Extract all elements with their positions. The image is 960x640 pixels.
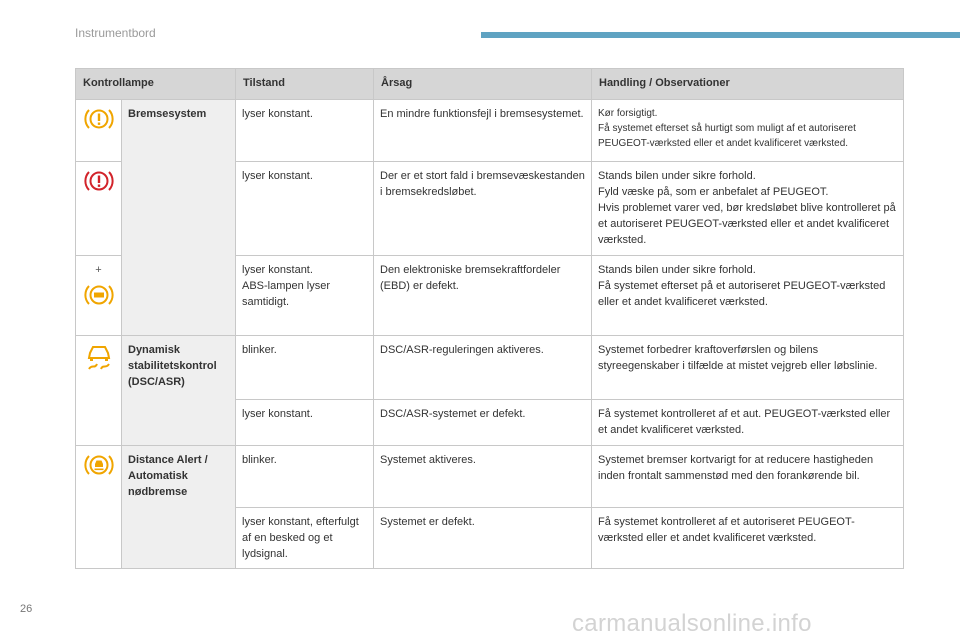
action-line: Få systemet kontrolleret af et aut. PEUGEOT-værksted eller et andet kvalificeret værksted. [598,408,891,436]
state-cell: blinker. [236,446,374,508]
table-row [76,446,904,508]
cause-cell: Systemet aktiveres. [374,446,592,508]
state-cell: lyser konstant. [236,100,374,162]
state-cell: lyser konstant. [236,400,374,446]
cause-cell: En mindre funktionsfejl i bremsesystemet. [374,100,592,162]
lamp-cell [76,446,122,569]
column-header-tilstand: Tilstand [236,69,374,100]
lamp-cell [76,336,122,446]
action-cell [592,100,904,162]
lamp-cell [76,162,122,256]
action-cell [592,162,904,256]
table-row [76,100,904,162]
distance-alert-icon [84,452,114,478]
cause-cell: Der er et stort fald i bremsevæskestanden i bremsekredsløbet. [374,162,592,256]
section-title: Instrumentbord [75,26,156,40]
table-header-row [76,69,904,100]
action-line: Systemet bremser kortvarigt for at reducere hastigheden inden frontalt sammenstød med den forankørende bil. [598,454,874,482]
lamp-cell [76,256,122,336]
action-line: Stands bilen under sikre forhold. [598,264,756,276]
lamp-cell [76,100,122,162]
action-line: Fyld væske på, som er anbefalet af PEUGEOT. [598,186,829,198]
warning-lamps-table [75,68,904,569]
state-cell: lyser konstant. ABS-lampen lyser samtidigt. [236,256,374,336]
action-line: Systemet forbedrer kraftoverførslen og bilens styreegenskaber i tilfælde at mistet vejgreb eller løbslinie. [598,344,878,372]
page-number: 26 [20,603,33,615]
column-header-aarsag: Årsag [374,69,592,100]
action-cell [592,508,904,569]
cause-cell: DSC/ASR-reguleringen aktiveres. [374,336,592,400]
column-header-handling: Handling / Observationer [592,69,904,100]
plus-sign: + [95,264,102,276]
table-row [76,336,904,400]
cause-cell: Systemet er defekt. [374,508,592,569]
action-cell [592,446,904,508]
lamp-name-distance-alert: Distance Alert / Automatisk nødbremse [122,446,236,569]
action-line: Stands bilen under sikre forhold. [598,170,756,182]
column-header-kontrollampe: Kontrollampe [76,69,236,100]
state-cell: blinker. [236,336,374,400]
action-line: Få systemet efterset så hurtigt som muligt af et autoriseret PEUGEOT-værksted eller et andet kvalificeret værksted. [598,123,856,149]
action-cell [592,336,904,400]
lamp-name-bremsesystem: Bremsesystem [122,100,236,336]
brake-warning-red-icon [84,168,114,194]
action-cell [592,400,904,446]
dsc-skid-car-icon [84,342,114,372]
action-cell [592,256,904,336]
action-line: Kør forsigtigt. [598,108,658,119]
lamp-name-dsc: Dynamisk stabilitetskontrol (DSC/ASR) [122,336,236,446]
brake-warning-amber-icon [84,106,114,132]
state-cell: lyser konstant, efterfulgt af en besked og et lydsignal. [236,508,374,569]
watermark: carmanualsonline.info [572,610,812,637]
section-accent-bar [481,32,960,38]
abs-warning-icon [84,282,114,308]
action-line: Få systemet kontrolleret af et autoriseret PEUGEOT-værksted eller et andet kvalificeret værksted. [598,516,855,544]
state-cell: lyser konstant. [236,162,374,256]
cause-cell: DSC/ASR-systemet er defekt. [374,400,592,446]
action-line: Få systemet efterset på et autoriseret PEUGEOT-værksted eller et andet kvalificeret værksted. [598,280,886,308]
cause-cell: Den elektroniske bremsekraftfordeler (EBD) er defekt. [374,256,592,336]
action-line: Hvis problemet varer ved, bør kredsløbet blive kontrolleret på et autoriseret PEUGEOT-værksted eller et andet kvalificeret værksted. [598,202,896,246]
